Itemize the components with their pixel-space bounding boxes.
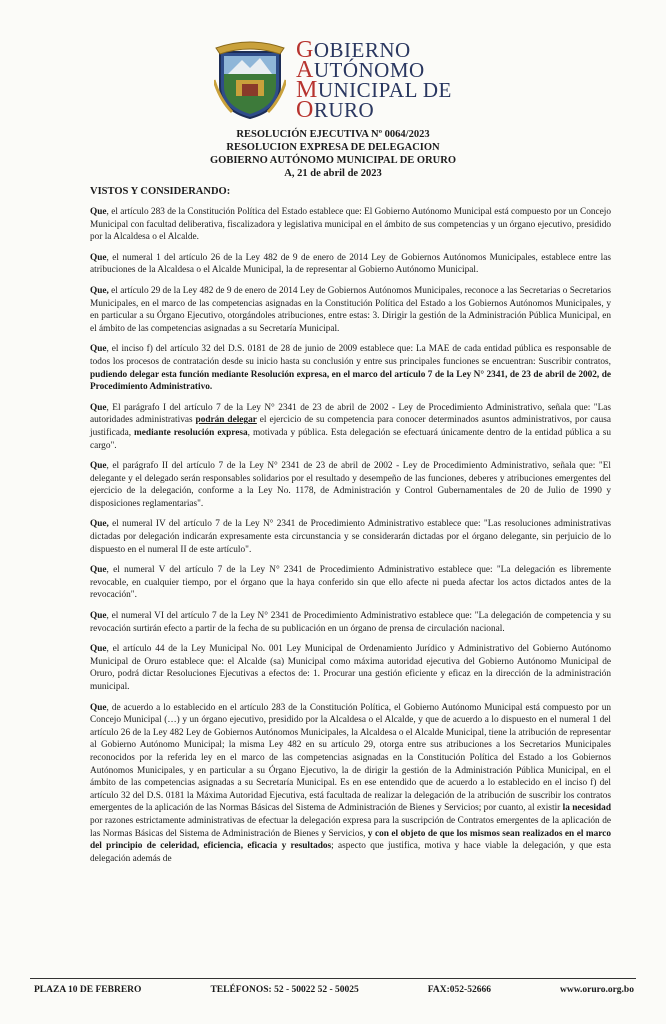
footer-address: PLAZA 10 DE FEBRERO [34,985,142,995]
wordmark-initial: A [296,57,314,83]
resolution-number: RESOLUCIÓN EJECUTIVA Nº 0064/2023 [236,129,430,140]
letterhead [214,37,474,123]
section-heading: VISTOS Y CONSIDERANDO: [90,186,231,197]
considerando-paragraph-9: Que, el numeral VI del artículo 7 de la Ley N° 2341 de Procedimiento Administrativo establece que: "La delegación de competencia y su revocación surtirán efecto a partir de la fecha de su publicación en un órgano de prensa de circulación nacional. [90,611,611,634]
municipal-coat-of-arms-logo [214,40,286,120]
wordmark-line [296,77,476,103]
wordmark-line [296,97,476,123]
considerando-paragraph-3: Que, el artículo 29 de la Ley 482 de 9 de enero de 2014 Ley de Gobiernos Autónomos Municipales, reconoce a las Secretarias o Secretarios Municipales, en el marco de las competencias asignadas en la Constitución Política del Estado a los Gobiernos Autónomos Municipales, y en particular a su Órgano Ejecutivo, otorgándoles atribuciones, entre estas: 3. Dirigir la gestión de la Administración Pública Municipal, en el ámbito de las competencias asignadas a su Secretaría Municipal. [90,285,611,334]
footer-fax: FAX:052-52666 [427,985,491,995]
considerando-paragraph-4: Que, el inciso f) del artículo 32 del D.S. 0181 de 28 de junio de 2009 establece que: La MAE de cada entidad pública es responsable de todos los procesos de contratación desde su inicio hasta su conclusión y entre sus principales funciones se encuentran: Suscribir contratos, pudiendo delegar esta función mediante Resolución expresa, en el marco del artículo 7 de la Ley N° 2341, de 23 de abril de 2002, de Procedimiento Administrativo. [90,344,611,393]
considerando-paragraph-8: Que, el numeral V del artículo 7 de la Ley N° 2341 de Procedimiento Administrativo establece que: "La delegación es libremente revocable, en cualquier tiempo, por el órgano que la haya conferido sin que ello afecte ni pueda afectar los actos dictados antes de la revocación". [90,565,611,601]
wordmark-line [296,57,476,83]
considerando-paragraph-5: Que, El parágrafo I del artículo 7 de la Ley N° 2341 de 23 de abril de 2002 - Ley de Procedimiento Administrativo, señala que: "Las autoridades administrativas podrán delegar el ejercicio de su competencia para conocer determinados asuntos administrativos, por causa justificada, mediante resolución expresa, motivada y pública. Esta delegación se efectuará únicamente dentro de la entidad pública a su cargo". [90,402,611,451]
wordmark-text: UTÓNOMO [313,58,425,82]
resolution-title-block [0,128,666,180]
wordmark-line [296,37,476,63]
footer-phones: TELÉFONOS: 52 - 50022 52 - 50025 [210,985,359,995]
resolution-date: A, 21 de abril de 2023 [284,168,382,179]
considerando-paragraph-6: Que, el parágrafo II del artículo 7 de la Ley N° 2341 de 23 de abril de 2002 - Ley de Procedimiento Administrativo, señala que: "El delegante y el delegado serán responsables solidarios por el resultado y desempeño de las funciones, deberes y atribuciones emergentes del ejercicio de la delegación, conforme a la Ley No. 1178, de Administración y Control Gubernamentales de 20 de Julio de 1990 y disposiciones reglamentarias". [90,461,611,509]
wordmark-text: OBIERNO [313,38,411,62]
wordmark-text: UNICIPAL DE [317,78,452,102]
footer-divider [30,978,636,979]
considerando-paragraph-11: Que, de acuerdo a lo establecido en el artículo 283 de la Constitución Política, el Gobierno Autónomo Municipal está compuesto por un Concejo Municipal (…) y un órgano ejecutivo, presidido por la Alcaldesa o el Alcalde, y que de acuerdo a lo dispuesto en el numeral 1 del artículo 26 de la Ley 482 Ley de Gobiernos Autónomos Municipales, la Alcaldesa o el Alcalde Municipal, tiene la atribución de representar al Gobierno Autónomo Municipal; la misma Ley 482 en su artículo 29, otorga entre sus atribuciones a los Secretarios Municipales reconocidos por la referida ley en el marco de las competencias asignadas en la Constitución Política del Estado a los Gobiernos Autónomos Municipales, y en particular a su Órgano Ejecutivo, la de dirigir la gestión de la Administración Pública Municipal, en el ámbito de las competencias asignadas a su Secretaría Municipal. Es en ese entendido que de acuerdo a lo establecido en el inciso f) del artículo 32 del D.S. 0181 la Máxima Autoridad Ejecutiva, está facultada de realizar la delegación de la atribución de suscribir los contratos emergentes de la aplicación de las Normas Básicas del Sistema de Administración de Bienes y Servicios; por cuanto, al existir la necesidad por razones estrictamente administrativas de efectuar la delegación expresa para la suscripción de Contratos emergentes de la aplicación de las Normas Básicas del Sistema de Administración de Bienes y Servicios, y con el objeto de que los mismos sean realizados en el marco del principio de celeridad, eficiencia, eficacia y resultados; aspecto que justifica, motiva y hace viable la delegación, y que esta delegación además de [90,702,611,864]
footer-website-link[interactable]: www.oruro.org.bo [559,985,634,995]
wordmark-initial: M [296,77,318,103]
wordmark-initial: G [296,37,314,63]
considerando-paragraph-7: Que, el numeral IV del artículo 7 de la Ley N° 2341 de Procedimiento Administrativo establece que: "Las resoluciones administrativas dictadas por delegación indicarán expresamente esta circunstancia y se considerarán dictadas por el órgano delegante, sin perjuicio de lo dispuesto en el numeral II de este artículo". [90,519,611,555]
institution-name-wordmark [296,37,476,123]
wordmark-initial: O [296,97,314,123]
issuing-entity: GOBIERNO AUTÓNOMO MUNICIPAL DE ORURO [210,155,456,166]
considerando-paragraph-1: Que, el artículo 283 de la Constitución Política del Estado establece que: El Gobierno Autónomo Municipal está compuesto por un Concejo Municipal con facultad deliberativa, fiscalizadora y legislativa municipal en el ámbito de sus competencias y un órgano ejecutivo, presidido por la Alcaldesa o el Alcalde. [90,207,611,243]
considerando-paragraph-10: Que, el artículo 44 de la Ley Municipal No. 001 Ley Municipal de Ordenamiento Jurídico y Administrativo del Gobierno Autónomo Municipal de Oruro establece que: el Alcalde (sa) Municipal como máxima autoridad ejecutiva del Gobierno Autónomo Municipal de Oruro, podrá dictar Resoluciones Ejecutivas a efectos de: 1. Procurar una gestión eficiente y eficaz en la dirección de la administración municipal. [90,644,611,692]
document-body [90,186,611,873]
footer [34,985,634,995]
resolution-type: RESOLUCION EXPRESA DE DELEGACION [226,142,440,153]
considerando-paragraph-2: Que, el numeral 1 del artículo 26 de la Ley 482 de 9 de enero de 2014 Ley de Gobiernos Autónomos Municipales, establece entre las atribuciones de la Alcaldesa o el Alcalde Municipal, la de representar al Gobierno Autónomo Municipal. [90,252,611,276]
wordmark-text: RURO [313,98,375,122]
